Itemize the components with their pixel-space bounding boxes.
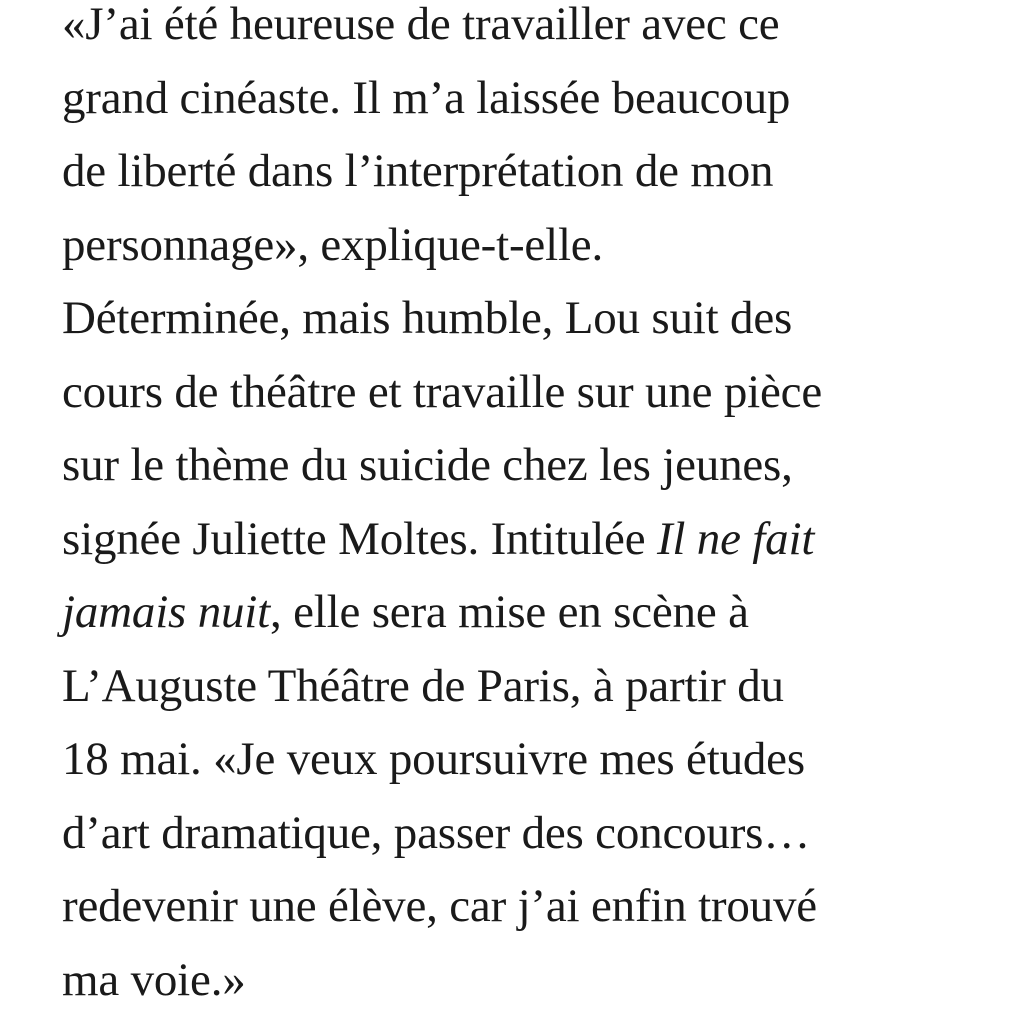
paragraph-line: cours de théâtre et travaille sur une pièce [62,365,822,418]
paragraph-text: , elle sera mise en scène à [270,586,749,638]
paragraph-line: Déterminée, mais humble, Lou suit des [62,292,793,344]
play-title-italic: Il ne fait [656,512,815,565]
article-paragraph [62,0,1002,1017]
paragraph-line [62,503,1002,577]
paragraph-line [62,576,1002,650]
paragraph-line: L’Auguste Théâtre de Paris, à partir du [62,659,784,712]
paragraph-line: personnage», explique-t-elle. [62,218,604,271]
paragraph-line: redevenir une élève, car j’ai enfin trouvé [62,880,817,932]
paragraph-line: de liberté dans l’interprétation de mon [62,145,774,197]
paragraph-line: sur le thème du suicide chez les jeunes, [62,439,793,491]
paragraph-line: d’art dramatique, passer des concours… [62,806,811,859]
paragraph-line: ma voie.» [62,953,246,1006]
paragraph-line: «J’ai été heureuse de travailler avec ce [62,0,780,50]
paragraph-line: grand cinéaste. Il m’a laissée beaucoup [62,71,791,124]
paragraph-line: 18 mai. «Je veux poursuivre mes études [62,733,805,785]
paragraph-text: signée Juliette Moltes. Intitulée [62,512,657,565]
play-title-italic: jamais nuit [62,586,271,638]
